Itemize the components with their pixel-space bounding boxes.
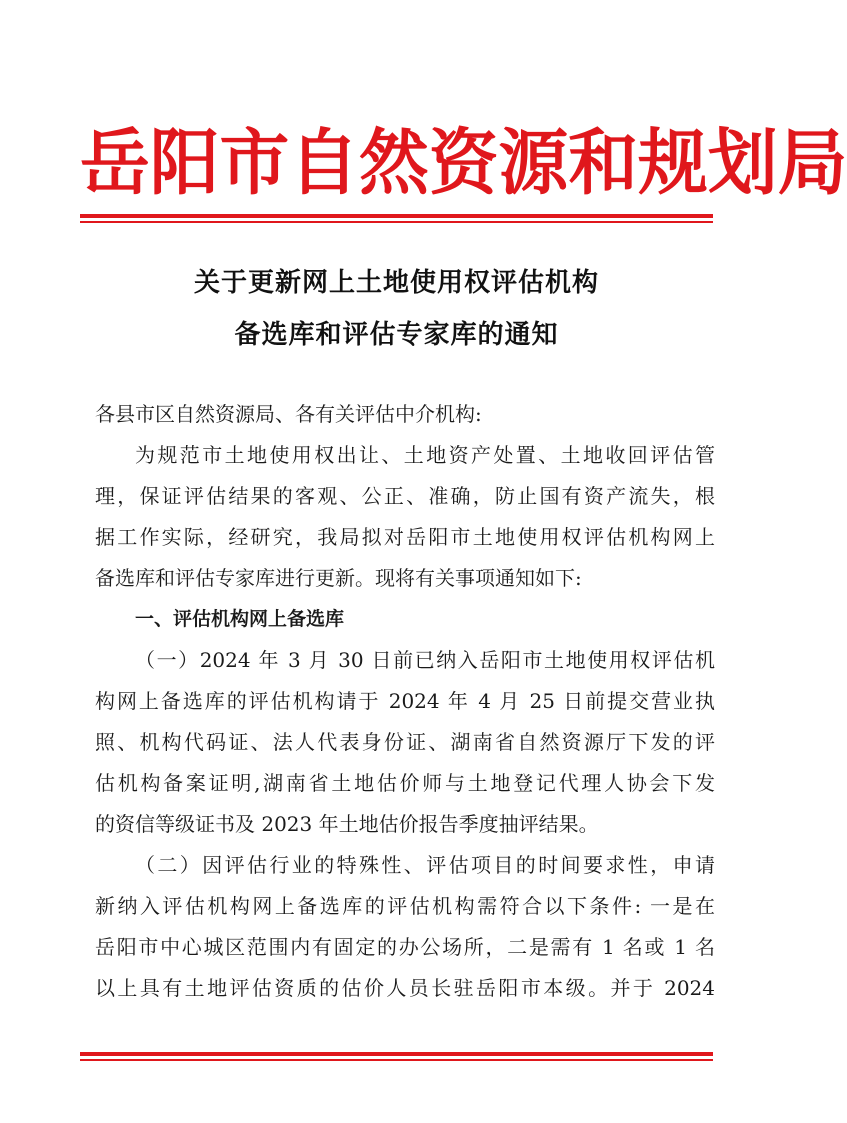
masthead-rule-thick [80,214,713,218]
paragraph-line: 备选库和评估专家库进行更新。现将有关事项通知如下: [95,566,582,590]
paragraph-line: 以上具有土地评估资质的估价人员长驻岳阳市本级。并于 2024 [95,976,715,1000]
paragraph-line: 构网上备选库的评估机构请于 2024 年 4 月 25 日前提交营业执 [95,689,715,713]
paragraph-item-1 [95,640,715,845]
paragraph-line: 为规范市土地使用权出让、土地资产处置、土地收回评估管 [135,443,715,467]
paragraph-line: 岳阳市中心城区范围内有固定的办公场所，二是需有 1 名或 1 名 [95,935,715,959]
paragraph-line: 照、机构代码证、法人代表身份证、湖南省自然资源厅下发的评 [95,730,715,754]
salutation: 各县市区自然资源局、各有关评估中介机构: [95,402,482,426]
paragraph-line: （二）因评估行业的特殊性、评估项目的时间要求性，申请 [135,853,715,877]
paragraph-line: 估机构备案证明,湖南省土地估价师与土地登记代理人协会下发 [95,771,715,795]
document-title-line-2: 备选库和评估专家库的通知 [234,320,559,350]
footer-rule-thin [80,1059,713,1061]
paragraph-intro [95,435,715,599]
footer-rule-thick [80,1052,713,1056]
paragraph-line: 的资信等级证书及 2023 年土地估价报告季度抽评结果。 [95,812,599,836]
paragraph-line: 理，保证评估结果的客观、公正、准确，防止国有资产流失，根 [95,484,715,508]
paragraph-line: 据工作实际，经研究，我局拟对岳阳市土地使用权评估机构网上 [95,525,715,549]
document-title-line-1: 关于更新网上土地使用权评估机构 [193,268,599,298]
masthead-rule-thin [80,221,713,223]
section-heading: 一、评估机构网上备选库 [135,608,345,630]
paragraph-line: （一）2024 年 3 月 30 日前已纳入岳阳市土地使用权评估机 [135,648,715,672]
agency-masthead-text: 岳阳市自然资源和规划局 [80,122,847,206]
paragraph-item-2 [95,845,715,1009]
document-body [95,394,715,1009]
paragraph-line: 新纳入评估机构网上备选库的评估机构需符合以下条件: 一是在 [95,894,715,918]
agency-masthead [80,118,847,210]
